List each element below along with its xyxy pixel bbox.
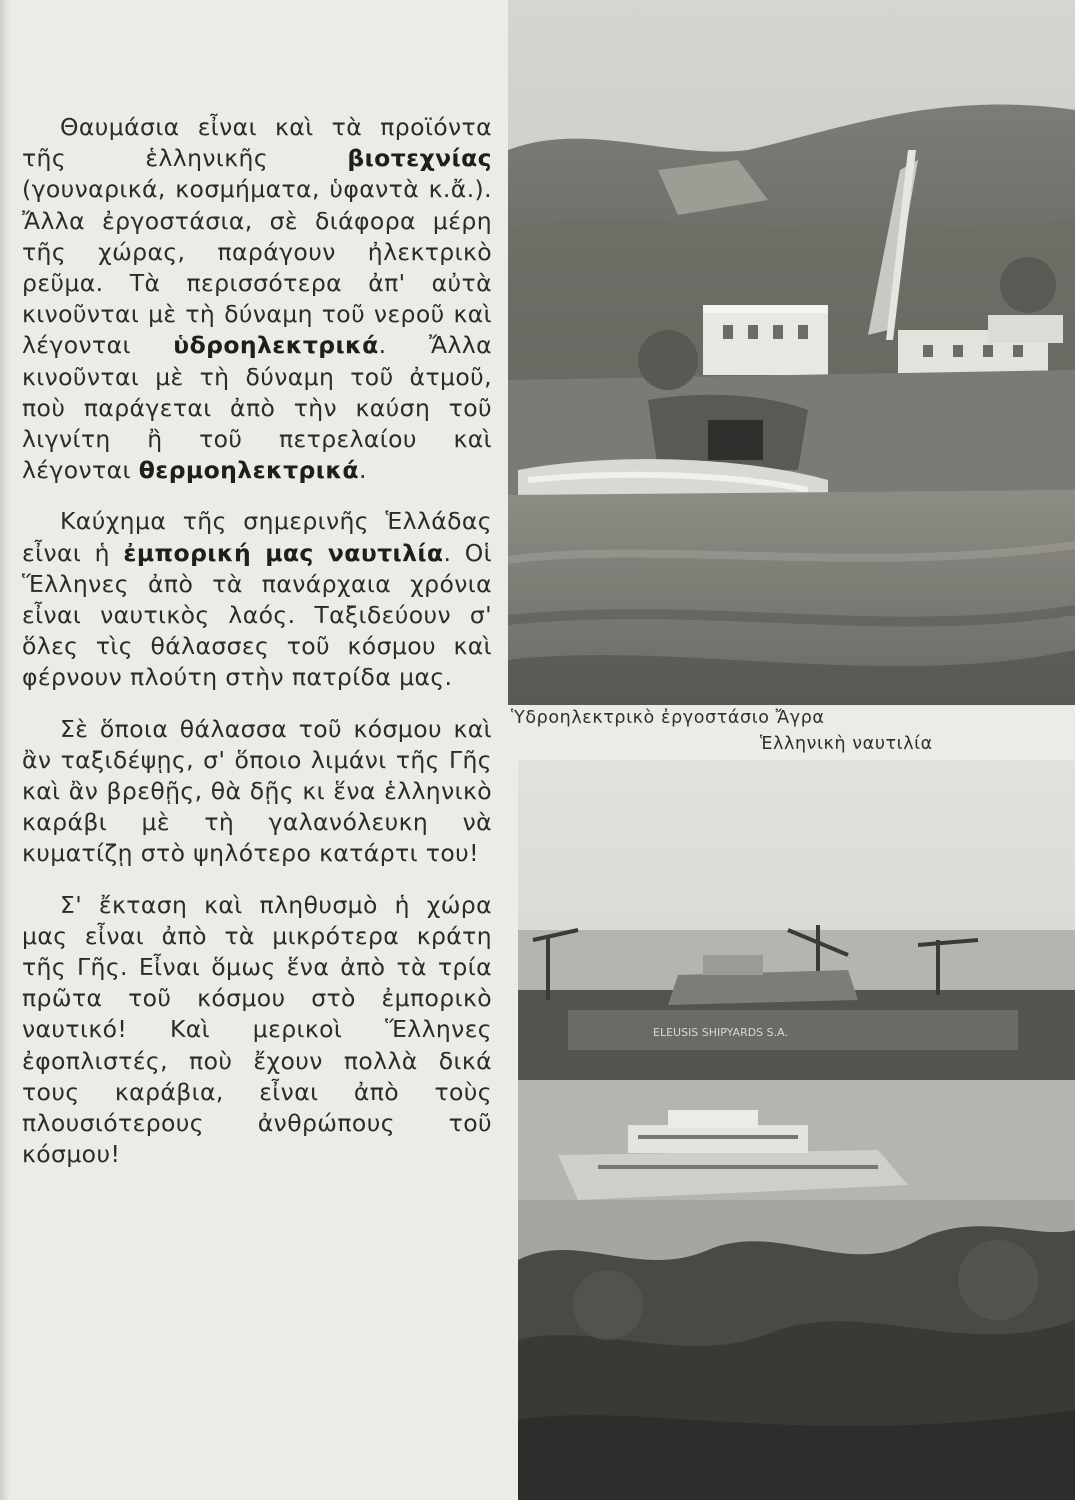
- paragraph: [22, 890, 492, 1171]
- text-run: Καύχημα τῆς σημερινῆς Ἑλλάδας εἶναι ἡ: [22, 507, 492, 567]
- text-run: .: [358, 456, 367, 485]
- bold-term: θερμοηλεκτρικά: [138, 456, 359, 485]
- text-run: Θαυμάσια εἶναι καὶ τὰ προϊόντα τῆς ἑλληνικῆς: [22, 113, 492, 173]
- paragraph: [22, 506, 492, 693]
- text-run: (γουναρικά, κοσμήματα, ὑφαντὰ κ.ἄ.). Ἄλλα ἐργοστάσια, σὲ διάφορα μέρη τῆς χώρας, παράγουν ἠλεκτρικὸ ρεῦμα. Τὰ περισσότερα ἀπ' αὐτὰ κινοῦνται μὲ τὴ δύναμη τοῦ νεροῦ καὶ λέγονται: [22, 175, 492, 360]
- greek-shipping-photo: [518, 760, 1075, 1500]
- text-run: Σ' ἔκταση καὶ πληθυσμὸ ἡ χώρα μας εἶναι ἀπὸ τὰ μικρότερα κράτη τῆς Γῆς. Εἶναι ὅμως ἕνα ἀπὸ τὰ τρία πρῶτα τοῦ κόσμου στὸ ἐμπορικὸ ναυτικό! Καὶ μερικοὶ Ἕλληνες ἐφοπλιστές, ποὺ ἔχουν πολλὰ δικά τους καράβια, εἶναι ἀπὸ τοὺς πλουσιότερους ἀνθρώπους τοῦ κόσμου!: [22, 890, 492, 1169]
- shipyard-sign: ELEUSIS SHIPYARDS S.A.: [653, 1026, 788, 1039]
- paragraph: [22, 714, 492, 870]
- bold-term: ὑδροηλεκτρικά: [173, 331, 379, 360]
- text-run: . Οἱ Ἕλληνες ἀπὸ τὰ πανάρχαια χρόνια εἶναι ναυτικὸς λαός. Ταξιδεύουν σ' ὅλες τὶς θάλασσες τοῦ κόσμου καὶ φέρνουν πλούτη στὴν πατρίδα μας.: [22, 538, 492, 692]
- text-run: Σὲ ὅποια θάλασσα τοῦ κόσμου καὶ ἂν ταξιδέψῃς, σ' ὅποιο λιμάνι τῆς Γῆς καὶ ἂν βρεθῇς, θὰ δῇς κι ἕνα ἑλληνικὸ καράβι μὲ τὴ γαλανόλευκη νὰ κυματίζῃ στὸ ψηλότερο κατάρτι του!: [22, 714, 492, 868]
- paragraph: [22, 112, 492, 486]
- caption-hydroelectric: Ὑδροηλεκτρικὸ ἐργοστάσιο Ἄγρα: [511, 708, 825, 728]
- page-edge-shadow: [0, 0, 10, 1500]
- bold-term: βιοτεχνίας: [347, 144, 492, 173]
- caption-shipping: Ἑλληνικὴ ναυτιλία: [760, 734, 933, 754]
- body-text: [22, 112, 492, 1191]
- text-run: . Ἄλλα κινοῦνται μὲ τὴ δύναμη τοῦ ἀτμοῦ, ποὺ παράγεται ἀπὸ τὴν καύση τοῦ λιγνίτη ἢ τοῦ πετρελαίου καὶ λέγονται: [22, 331, 492, 485]
- hydroelectric-plant-photo: [508, 0, 1075, 705]
- bold-term: ἐμπορική μας ναυτιλία: [123, 538, 444, 567]
